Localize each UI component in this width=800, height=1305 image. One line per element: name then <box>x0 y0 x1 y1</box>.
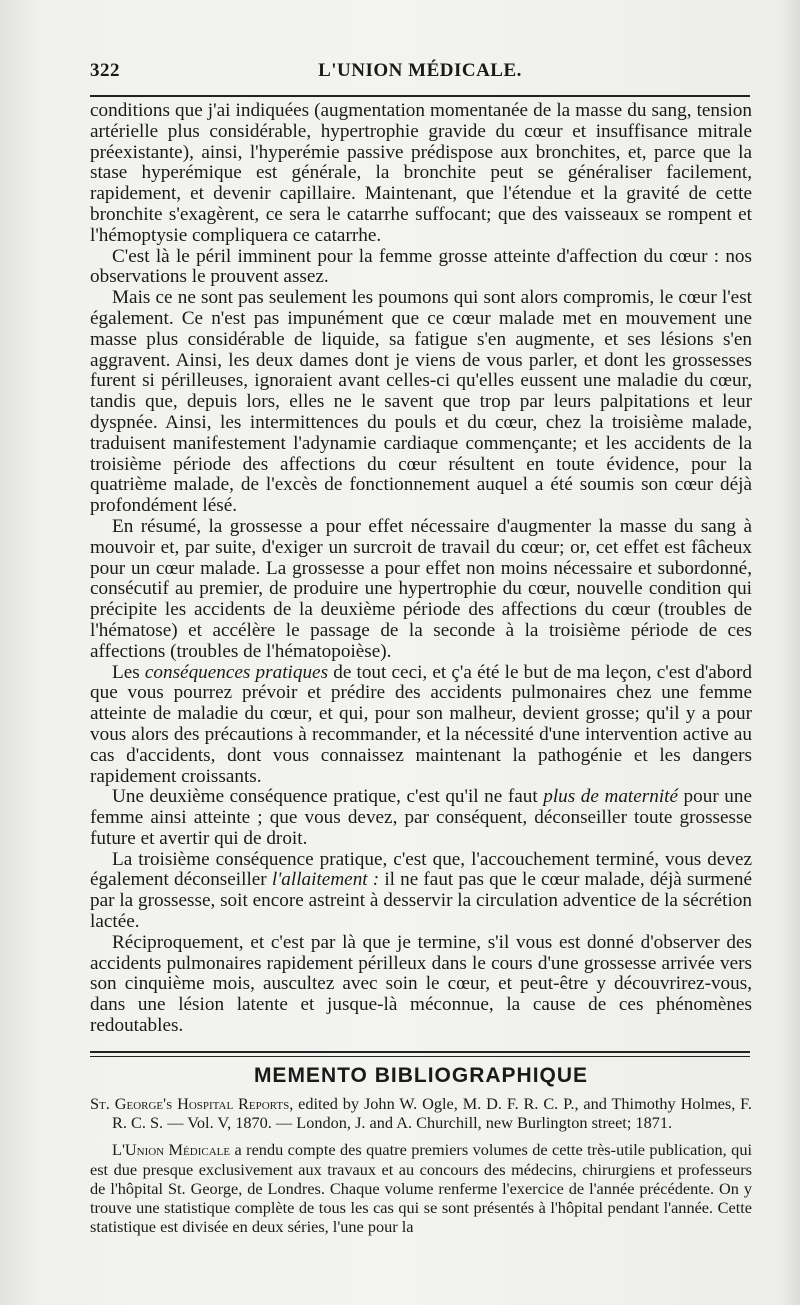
italic-run: plus de maternité <box>543 786 678 808</box>
review-text: a rendu compte des quatre premiers volumes de cette très-utile publication, qui est due presque exclusivement aux travaux et au concours des médecins, chirurgiens et professeurs de l'hôpital St. George, de Londres. Chaque volume renferme l'exercice de l'année précédente. On y trouve une statistique complète de tous les cas qui se sont présentés à l'hôpital pendant l'année. Cette statistique est divisée en deux séries, l'une pour la <box>90 1140 752 1237</box>
article-body <box>90 101 752 1037</box>
paragraph <box>90 787 752 849</box>
page-header <box>90 58 750 88</box>
paragraph: En résumé, la grossesse a pour effet nécessaire d'augmenter la masse du sang à mouvoir et, par suite, d'exiger un surcroit de travail du cœur; or, cet effet est fâcheux pour un cœur malade. La grossesse a pour effet non moins nécessaire et subordonné, consécutif au premier, de produire une hypertrophie du cœur, nouvelle condition qui précipite les accidents de la deuxième période des affections du cœur (troubles de l'hématose) et accélère le passage de la seconde à la troisième période de ces affections (troubles de l'hématopoièse). <box>90 515 752 662</box>
memento-heading: MEMENTO BIBLIOGRAPHIQUE <box>253 1064 589 1087</box>
text-run: il ne faut pas que le cœur malade, déjà surmené par la grossesse, soit encore astreint à desservir la circulation adventice de la sécrétion lactée. <box>90 869 752 933</box>
entry-details: edited by John W. Ogle, M. D. F. R. C. P., and Thimothy Holmes, F. R. C. S. — Vol. V, 1870. — London, J. and A. Churchill, new Burlington street; 1871. <box>112 1094 752 1133</box>
bibliography-section <box>90 1094 752 1236</box>
paragraph: Mais ce ne sont pas seulement les poumons qui sont alors compromis, le cœur l'est également. Ce n'est pas impunément que ce cœur malade met en mouvement une masse plus considérable de liquide, sa fatigue s'en augmente, et ses lésions s'en aggravent. Ainsi, les deux dames dont je viens de vous parler, et dont les grossesses furent si périlleuses, ignoraient avant celles-ci qu'elles eussent une maladie du cœur, tandis que, depuis lors, elles ne le savent que trop par leurs palpitations et leur dyspnée. Ainsi, les intermittences du pouls et du cœur, chez la troisième malade, traduisent manifestement l'adynamie cardiaque commençante; et les accidents de la troisième période des affections du cœur résultent en toute évidence, pour la quatrième malade, de l'excès de fonctionnement auquel a été soumis son cœur déjà profondément lésé. <box>90 287 752 517</box>
page-number: 322 <box>90 60 120 81</box>
text-run: La troisième conséquence pratique, c'est que, l'accouchement terminé, vous devez également déconseiller <box>90 848 752 891</box>
text-run: Les <box>112 661 145 683</box>
italic-run: conséquences pratiques <box>144 661 329 683</box>
paragraph: Réciproquement, et c'est par là que je termine, s'il vous est donné d'observer des accidents pulmonaires rapidement périlleux dans le cours d'une grossesse arrivée vers son cinquième mois, auscultez avec soin le cœur, et peut-être y découvrirez-vous, dans une lésion latente et jusque-là méconnue, la cause de ces phénomènes redoutables. <box>90 931 752 1037</box>
italic-run: l'allaitement : <box>271 869 380 891</box>
section-double-rule <box>90 1051 750 1057</box>
entry-title: St. George's Hospital Reports, <box>90 1094 294 1113</box>
bibliography-entry <box>90 1094 752 1132</box>
paragraph: C'est là le péril imminent pour la femme grosse atteinte d'affection du cœur : nos observations le prouvent assez. <box>90 245 752 288</box>
header-rule <box>90 95 750 97</box>
review-lead: L'Union Médicale <box>112 1140 231 1160</box>
paragraph <box>90 850 752 933</box>
paragraph: conditions que j'ai indiquées (augmentation momentanée de la masse du sang, tension artérielle plus considérable, hypertrophie gravide du cœur et insuffisance mitrale préexistante), ainsi, l'hyperémie passive prédispose aux bronchites, et, parce que la stase hyperémique est générale, la bronchite peut se généraliser facilement, rapidement, et devenir capillaire. Maintenant, que l'étendue et la gravité de cette bronchite s'exagèrent, ce sera le catarrhe suffocant; que des vaisseaux se rompent et l'hémoptysie compliquera ce catarrhe. <box>90 100 752 246</box>
running-title: L'UNION MÉDICALE. <box>318 60 522 81</box>
bibliography-review <box>90 1140 752 1236</box>
text-run: pour une femme ainsi atteinte ; que vous devez, par conséquent, déconseiller toute grossesse future et avertir qui de droit. <box>90 786 752 849</box>
text-run: de tout ceci, et ç'a été le but de ma leçon, c'est d'abord que vous pourrez prévoir et prédire des accidents pulmonaires chez une femme atteinte de maladie du cœur, et qui, pour son malheur, devient grosse; qu'il y a pour vous alors des précautions à recommander, et la nécessité d'une intervention active au cas d'accidents, dont vous connaissez maintenant la pathogénie et les dangers rapidement croissants. <box>90 661 752 787</box>
text-run: Une deuxième conséquence pratique, c'est qu'il ne faut <box>112 786 544 808</box>
paragraph <box>90 663 752 788</box>
